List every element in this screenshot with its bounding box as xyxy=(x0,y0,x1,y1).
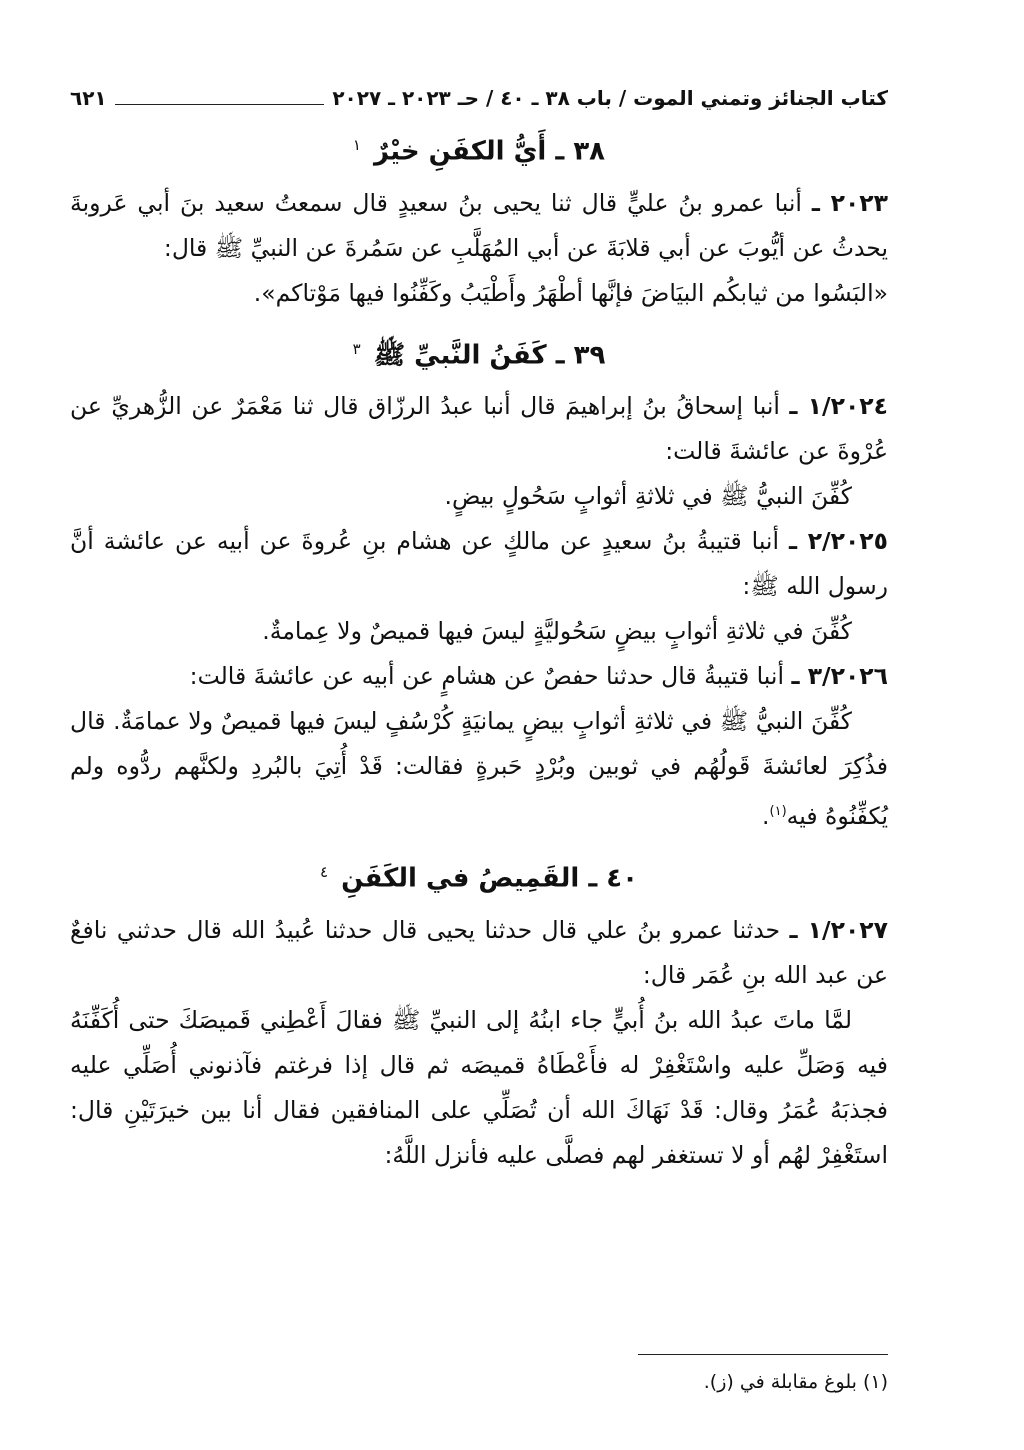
section-title-39 xyxy=(70,330,888,375)
hadith-matn-2023: «البَسُوا من ثيابكُم البيَاضَ فإنَّها أطْهَرُ وأَطْيَبُ وكَفِّنُوا فيها مَوْتاكم». xyxy=(253,278,888,307)
hadith-matn-2026 xyxy=(70,699,888,839)
section-note-marker: ٣ xyxy=(352,339,361,358)
section-title-40 xyxy=(70,853,888,898)
hadith-number: ٢٠٢٣ ـ xyxy=(811,188,888,217)
footnote: (١) بلوغ مقابلة في (ز). xyxy=(703,1371,888,1393)
hadith-isnad: أنبا قتيبةُ قال حدثنا حفصٌ عن هشامٍ عن أبيه عن عائشةَ قالت: xyxy=(189,662,784,691)
hadith-isnad: أنبا قتيبةُ بنُ سعيدٍ عن مالكٍ عن هشام بنِ عُروةَ عن أبيه عن عائشة أنَّ رسول الله ﷺ: xyxy=(70,527,888,601)
hadith-number: ٣/٢٠٢٦ ـ xyxy=(791,662,888,691)
header-rule xyxy=(115,104,325,105)
footnote-reference: (١) xyxy=(769,804,787,820)
hadith-number: ٢/٢٠٢٥ ـ xyxy=(788,527,888,556)
hadith-matn-2024: كُفِّنَ النبيُّ ﷺ في ثلاثةِ أثوابٍ سَحُولٍ بيضٍ. xyxy=(444,482,852,511)
hadith-matn-2025: كُفِّنَ في ثلاثةِ أثوابٍ بيضٍ سَحُوليَّةٍ ليسَ فيها قميصٌ ولا عِمامةٌ. xyxy=(262,617,852,646)
hadith-2027 xyxy=(70,908,888,998)
section-title-text: ٣٨ ـ أَيُّ الكفَنِ خيْرٌ xyxy=(374,136,606,167)
hadith-2026 xyxy=(70,654,888,699)
page-content xyxy=(70,84,888,1178)
hadith-matn-2027: لمَّا ماتَ عبدُ الله بنُ أُبيٍّ جاء ابنُهُ إلى النبيِّ ﷺ فقالَ أَعْطِني قَميصَكَ حتى أُكَفِّنَهُ فيه وَصَلِّ عليه واسْتَغْفِرْ له فأَعْطَاهُ قميصَه ثم قال إذا فرغتم فآذنوني أُصَلِّي عليه فجذبَهُ عُمَرُ وقال: قَدْ نَهَاكَ الله أن تُصَلِّي على المنافقين فقال أنا بين خيرَتَيْنِ قال: استَغْفِرْ لهُم أو لا تستغفر لهم فصلَّى عليه فأنزل اللَّهُ: xyxy=(70,1005,888,1169)
hadith-2023 xyxy=(70,181,888,271)
section-note-marker: ١ xyxy=(352,136,361,154)
page-number: ٦٢١ xyxy=(70,86,107,110)
hadith-matn-end: . xyxy=(762,802,770,831)
hadith-2024 xyxy=(70,384,888,474)
section-note-marker: ٤ xyxy=(319,863,328,882)
hadith-number: ١/٢٠٢٤ ـ xyxy=(789,392,888,421)
running-header xyxy=(70,84,888,112)
hadith-isnad: حدثنا عمرو بنُ علي قال حدثنا يحيى قال حدثنا عُبيدُ الله قال حدثني نافعٌ عن عبد الله بنِ عُمَر قال: xyxy=(70,915,888,989)
section-title-38 xyxy=(70,126,888,171)
hadith-isnad: أنبا عمرو بنُ عليٍّ قال ثنا يحيى بنُ سعيدٍ قال سمعتُ سعيد بنَ أبي عَروبةَ يحدثُ عن أيُّوبَ عن أبي قلابَةَ عن أبي المُهَلَّبِ عن سَمُرةَ عن النبيِّ ﷺ قال: xyxy=(70,188,888,262)
footnote-divider xyxy=(638,1354,888,1355)
hadith-2025 xyxy=(70,519,888,609)
hadith-matn-text: كُفِّنَ النبيُّ ﷺ في ثلاثةِ أثوابٍ بيضٍ يمانيَةٍ كُرْسُفٍ ليسَ فيها قميصٌ ولا عمامَةٌ. قال فذُكِرَ لعائشةَ قَولُهُم في ثوبين وبُرْدٍ حَبرةٍ فقالت: قَدْ أُتِيَ بالبُردِ ولكنَّهم ردُّوه ولم يُكفِّنُوهُ فيه xyxy=(70,707,888,831)
hadith-isnad: أنبا إسحاقُ بنُ إبراهيمَ قال أنبا عبدُ الرزّاق قال ثنا مَعْمَرٌ عن الزُّهريِّ عن عُرْوةَ عن عائشةَ قالت: xyxy=(70,392,888,466)
section-title-text: ٣٩ ـ كَفَنُ النَّبيِّ ﷺ xyxy=(373,340,606,371)
running-header-title: كتاب الجنائز وتمني الموت / باب ٣٨ ـ ٤٠ / حـ ٢٠٢٣ ـ ٢٠٢٧ xyxy=(332,86,888,110)
hadith-number: ١/٢٠٢٧ ـ xyxy=(789,915,888,944)
section-title-text: ٤٠ ـ القَمِيصُ في الكَفَنِ xyxy=(341,863,639,894)
